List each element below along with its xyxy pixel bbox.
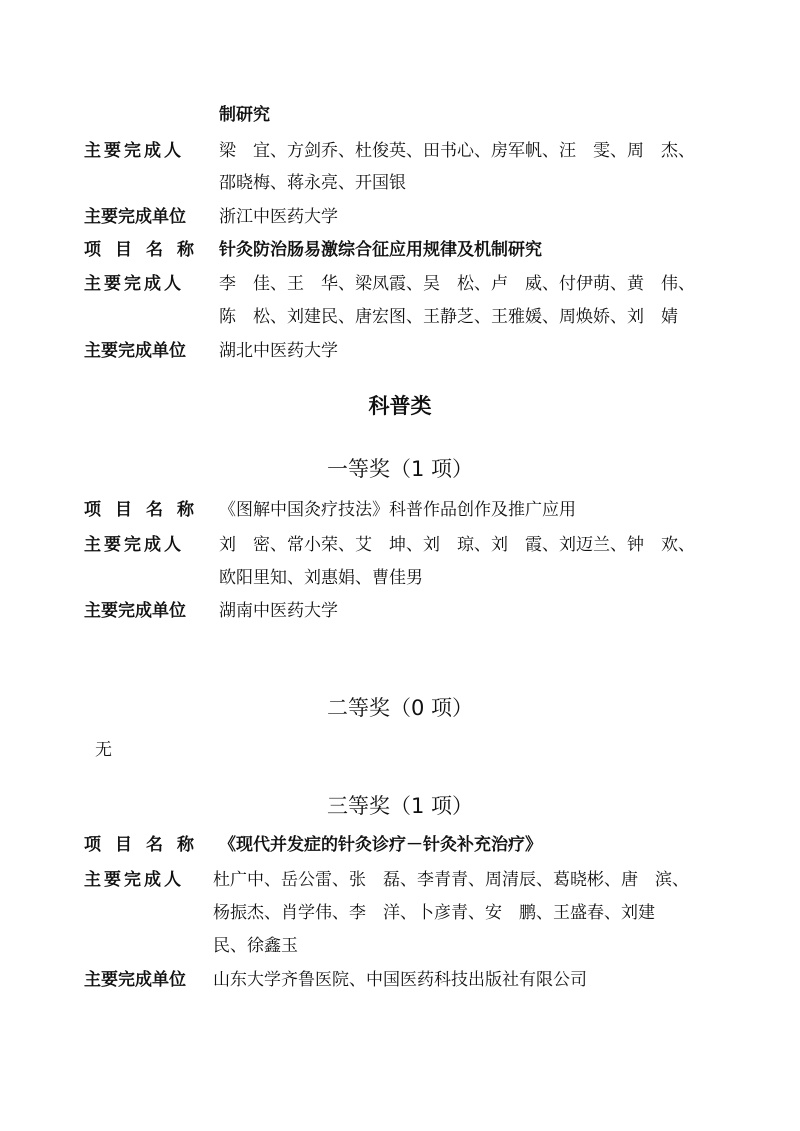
second-prize-heading: 二等奖（0 项） [326,696,474,720]
people-label: 主要完成人 [84,274,184,294]
project-name-label: 项目名称 [84,500,208,520]
people-line-3: 民、徐鑫玉 [213,936,298,956]
unit-label: 主要完成单位 [84,970,186,990]
unit-label: 主要完成单位 [84,601,186,621]
unit-value: 湖南中医药大学 [219,601,338,621]
project-name-value: 《现代并发症的针灸诊疗－针灸补充治疗》 [219,835,542,855]
unit-value: 山东大学齐鲁医院、中国医药科技出版社有限公司 [213,970,587,990]
first-prize-heading: 一等奖（1 项） [326,457,474,481]
people-label: 主要完成人 [84,870,184,890]
people-line-2: 杨振杰、肖学伟、李 洋、卜彦青、安 鹏、王盛春、刘建 [213,903,655,923]
project-name-value: 针灸防治肠易激综合征应用规律及机制研究 [219,240,542,260]
people-label: 主要完成人 [84,535,184,555]
category-heading: 科普类 [368,394,432,418]
people-label: 主要完成人 [84,141,184,161]
unit-label: 主要完成单位 [84,341,186,361]
unit-label: 主要完成单位 [84,207,186,227]
project-name-label: 项目名称 [84,240,208,260]
project-name-value: 《图解中国灸疗技法》科普作品创作及推广应用 [219,500,576,520]
people-line-2: 欧阳里知、刘惠娟、曹佳男 [219,568,423,588]
third-prize-heading: 三等奖（1 项） [326,794,474,818]
people-line-2: 邵晓梅、蒋永亮、开国银 [219,173,406,193]
project-name-label: 项目名称 [84,835,208,855]
unit-value: 湖北中医药大学 [219,341,338,361]
project-title-continuation: 制研究 [219,105,270,125]
people-line-1: 刘 密、常小荣、艾 坤、刘 琼、刘 霞、刘迈兰、钟 欢、 [219,535,695,555]
unit-value: 浙江中医药大学 [219,207,338,227]
people-line-2: 陈 松、刘建民、唐宏图、王静芝、王雅媛、周焕娇、刘 婧 [219,307,678,327]
people-line-1: 梁 宜、方剑乔、杜俊英、田书心、房军帆、汪 雯、周 杰、 [219,141,695,161]
people-line-1: 李 佳、王 华、梁凤霞、吴 松、卢 威、付伊萌、黄 伟、 [219,274,695,294]
people-line-1: 杜广中、岳公雷、张 磊、李青青、周清辰、葛晓彬、唐 滨、 [213,870,689,890]
none-text: 无 [95,740,112,760]
